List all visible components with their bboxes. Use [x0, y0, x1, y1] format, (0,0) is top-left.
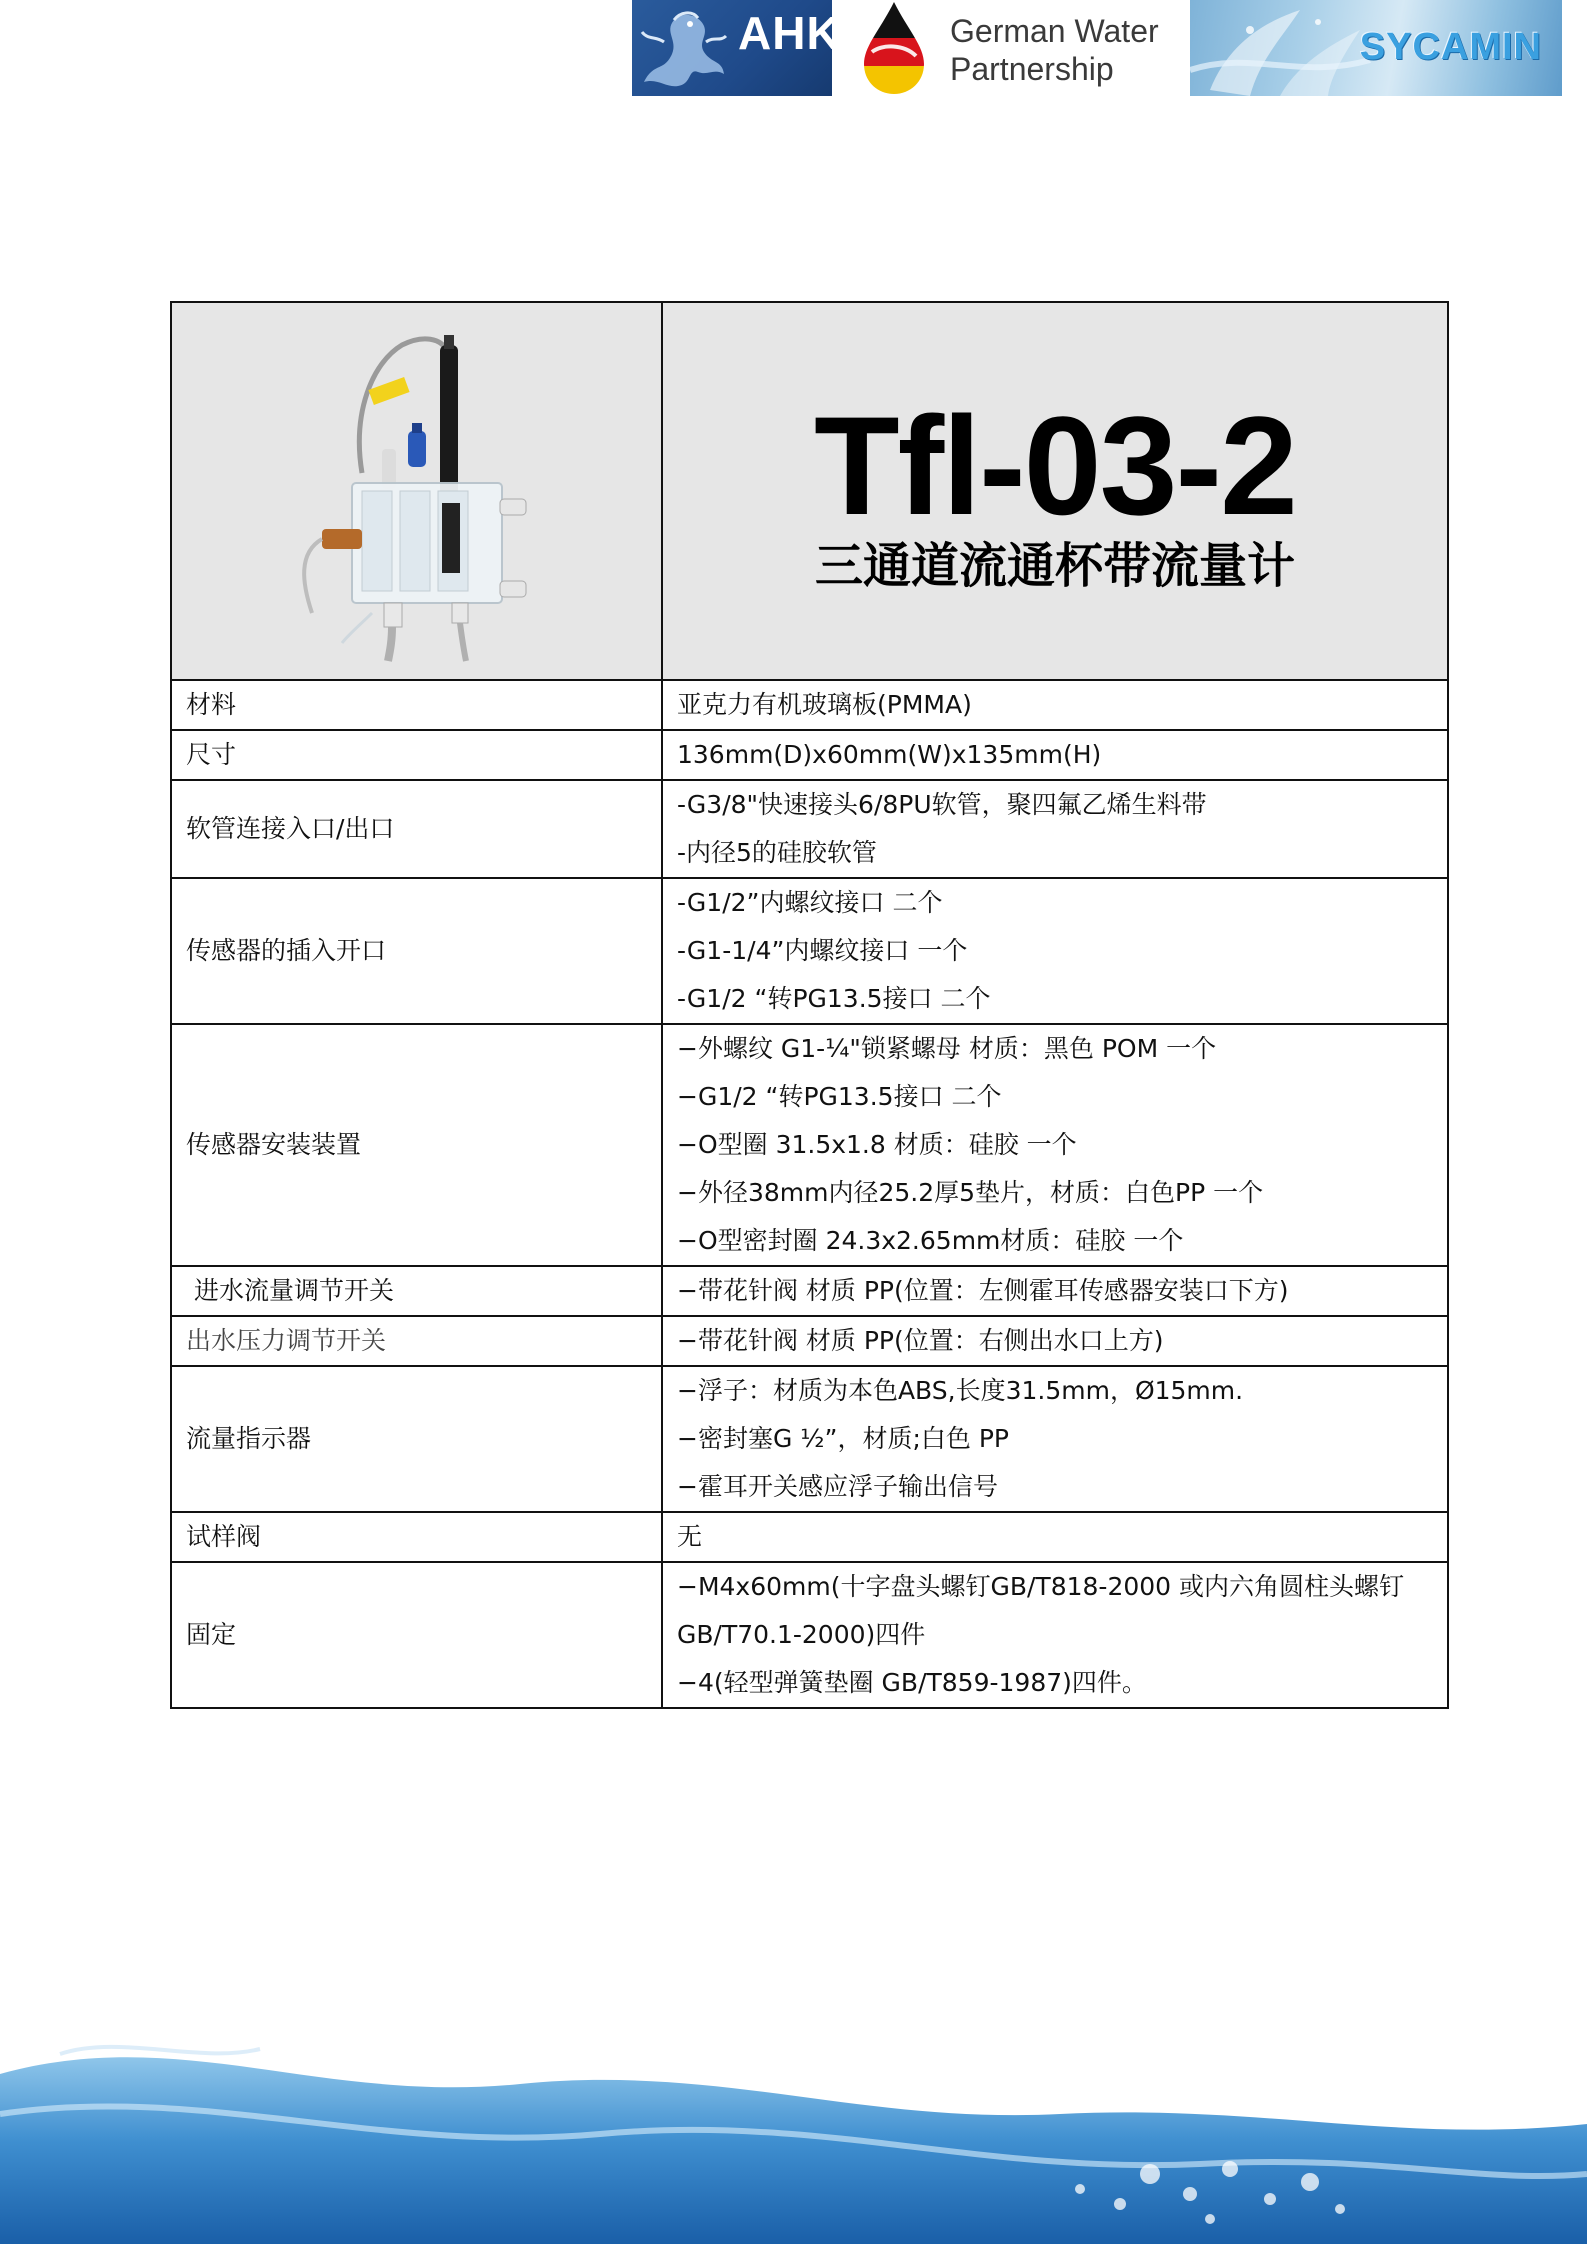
- spec-line: −4(轻型弹簧垫圈 GB/T859-1987)四件。: [677, 1668, 1147, 1697]
- spec-line: −外螺纹 G1-¼"锁紧螺母 材质：黑色 POM 一个: [677, 1034, 1217, 1063]
- gwp-line-2: Partnership: [950, 51, 1114, 87]
- sycamin-wordmark: SYCAMIN: [1359, 26, 1542, 68]
- product-title-cell: [662, 302, 1448, 680]
- spec-value: [662, 1024, 1448, 1266]
- german-water-partnership-logo: [858, 0, 1188, 96]
- spec-line: −M4x60mm(十字盘头螺钉GB/T818-2000 或内六角圆柱头螺钉GB/T70.1-2000)四件: [677, 1572, 1405, 1649]
- spec-row-hose-connection: [171, 780, 1448, 878]
- spec-line: −密封塞G ½”，材质;白色 PP: [677, 1424, 1009, 1453]
- spec-label: 出水压力调节开关: [171, 1316, 662, 1366]
- spec-line: 亚克力有机玻璃板(PMMA): [677, 690, 972, 719]
- product-hero-row: [171, 302, 1448, 680]
- spec-value: [662, 1316, 1448, 1366]
- spec-row-outlet-valve: [171, 1316, 1448, 1366]
- spec-label: 软管连接入口/出口: [171, 780, 662, 878]
- german-flag-drop-icon: [858, 0, 930, 96]
- spec-line: −G1/2 “转PG13.5接口 二个: [677, 1082, 1002, 1111]
- spec-value: [662, 878, 1448, 1024]
- flow-cell-photo-icon: [292, 323, 542, 663]
- spec-table: [170, 301, 1449, 1709]
- spec-row-inlet-valve: [171, 1266, 1448, 1316]
- spec-row-sensor-openings: [171, 878, 1448, 1024]
- spec-line: -G3/8"快速接头6/8PU软管，聚四氟乙烯生料带: [677, 790, 1207, 819]
- sycamin-logo: [1190, 0, 1562, 96]
- spec-label: 试样阀: [171, 1512, 662, 1562]
- spec-value: [662, 1562, 1448, 1708]
- product-model: Tfl-03-2: [814, 387, 1296, 544]
- spec-line: −霍耳开关感应浮子输出信号: [677, 1472, 998, 1501]
- spec-line: -内径5的硅胶软管: [677, 838, 877, 867]
- spec-label: 进水流量调节开关: [171, 1266, 662, 1316]
- dragon-icon: [634, 2, 730, 94]
- product-subtitle: 三通道流通杯带流量计: [814, 538, 1295, 594]
- spec-row-fixing: [171, 1562, 1448, 1708]
- spec-value: [662, 1266, 1448, 1316]
- spec-line: −外径38mm内径25.2厚5垫片，材质：白色PP 一个: [677, 1178, 1264, 1207]
- spec-label: 固定: [171, 1562, 662, 1708]
- product-photo-cell: [171, 302, 662, 680]
- spec-row-sensor-mounting: [171, 1024, 1448, 1266]
- spec-label: 传感器的插入开口: [171, 878, 662, 1024]
- spec-value: [662, 730, 1448, 780]
- spec-line: -G1-1/4”内螺纹接口 一个: [677, 936, 968, 965]
- spec-label: 材料: [171, 680, 662, 730]
- spec-row-flow-indicator: [171, 1366, 1448, 1512]
- spec-line: −O型圈 31.5x1.8 材质：硅胶 一个: [677, 1130, 1077, 1159]
- spec-line: −浮子：材质为本色ABS,长度31.5mm，Ø15mm.: [677, 1376, 1244, 1405]
- spec-label: 尺寸: [171, 730, 662, 780]
- spec-line: 136mm(D)x60mm(W)x135mm(H): [677, 740, 1102, 769]
- spec-line: -G1/2”内螺纹接口 二个: [677, 888, 943, 917]
- spec-value: [662, 1512, 1448, 1562]
- gwp-line-1: German Water: [950, 13, 1159, 49]
- header-logo-bar: [632, 0, 1562, 96]
- spec-row-dimensions: [171, 730, 1448, 780]
- water-wave-decoration: [0, 1994, 1587, 2244]
- spec-row-sample-valve: [171, 1512, 1448, 1562]
- spec-value: [662, 680, 1448, 730]
- spec-line: −带花针阀 材质 PP(位置：右侧出水口上方): [677, 1326, 1164, 1355]
- ahk-wordmark: AHK: [738, 7, 841, 59]
- spec-line: −O型密封圈 24.3x2.65mm材质：硅胶 一个: [677, 1226, 1184, 1255]
- spec-line: 无: [677, 1522, 703, 1551]
- spec-row-material: [171, 680, 1448, 730]
- spec-label: 传感器安装装置: [171, 1024, 662, 1266]
- spec-label: 流量指示器: [171, 1366, 662, 1512]
- spec-value: [662, 1366, 1448, 1512]
- spec-value: [662, 780, 1448, 878]
- ahk-logo: [632, 0, 841, 96]
- spec-line: -G1/2 “转PG13.5接口 二个: [677, 984, 991, 1013]
- spec-line: −带花针阀 材质 PP(位置：左侧霍耳传感器安装口下方): [677, 1276, 1289, 1305]
- gwp-wordmark: [950, 12, 1159, 88]
